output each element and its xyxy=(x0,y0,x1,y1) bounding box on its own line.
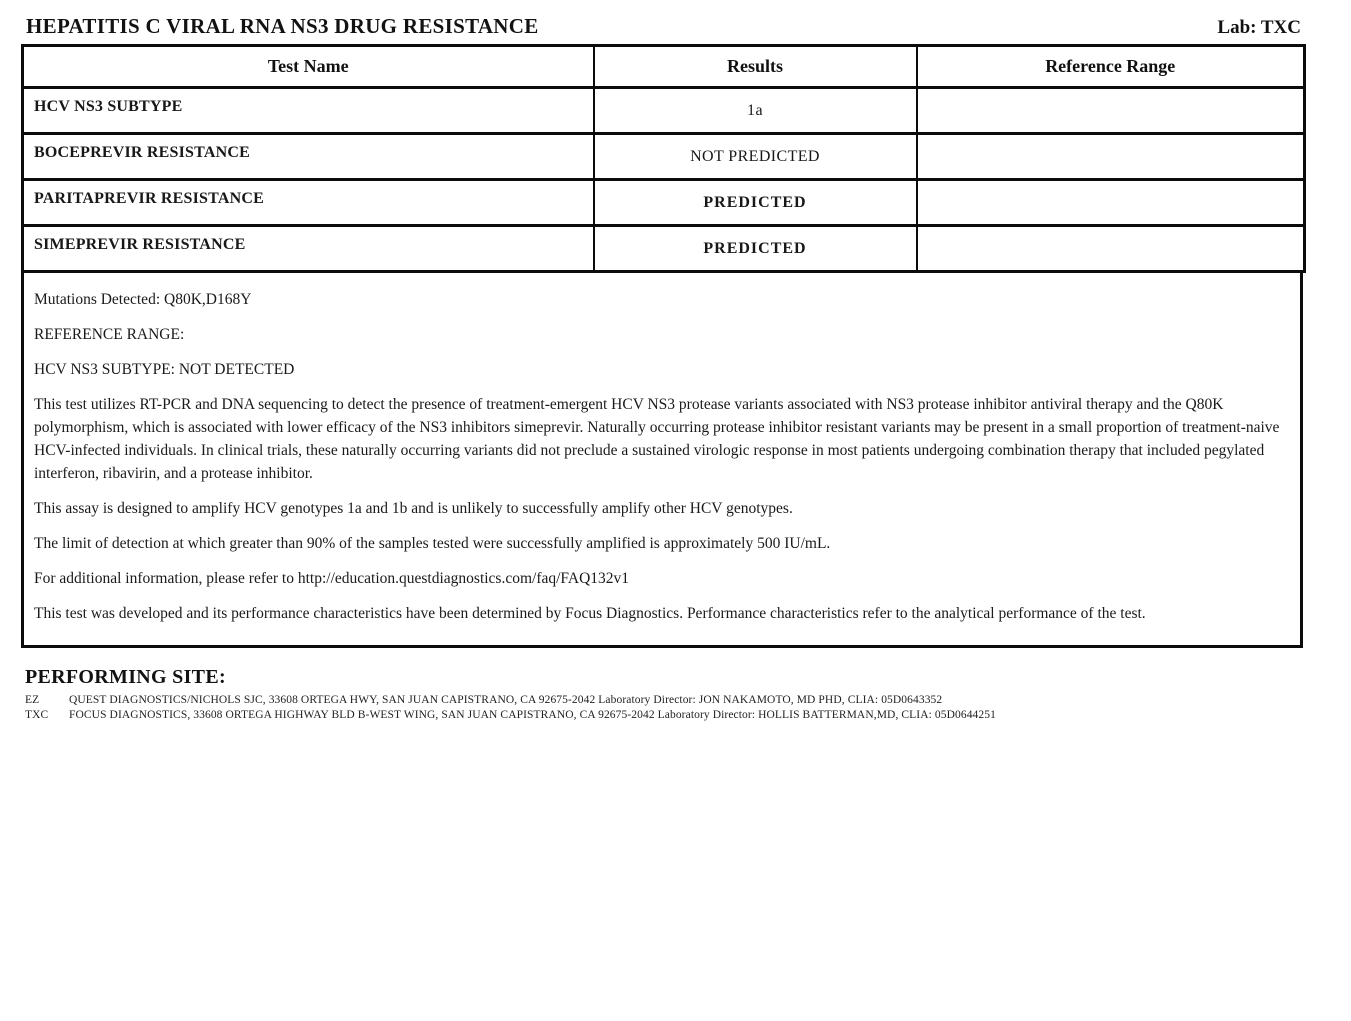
reference-range-cell xyxy=(917,226,1305,272)
report-title: HEPATITIS C VIRAL RNA NS3 DRUG RESISTANCE xyxy=(26,14,539,38)
result-cell: 1a xyxy=(594,88,917,134)
performing-site-section xyxy=(21,666,1303,722)
test-name-cell: BOCEPREVIR RESISTANCE xyxy=(23,134,594,180)
table-header-row xyxy=(23,46,1305,88)
notes-section xyxy=(21,273,1303,648)
report-header xyxy=(21,14,1303,39)
results-table xyxy=(21,44,1306,273)
reference-range-cell xyxy=(917,88,1305,134)
test-description-paragraph: This test utilizes RT-PCR and DNA sequencing to detect the presence of treatment-emergent HCV NS3 protease variants associated with NS3 protease inhibitor antiviral therapy and the Q80K polymorphism, which is associated with lower efficacy of the NS3 inhibitors simeprevir. Naturally occurring protease inhibitor resistant variants may be present in a small proportion of treatment-naive HCV-infected individuals. In clinical trials, these naturally occurring variants did not preclude a sustained virologic response in most patients undergoing combination therapy that included pegylated interferon, ribavirin, and a protease inhibitor. xyxy=(34,396,1280,482)
reference-range-cell xyxy=(917,134,1305,180)
table-row xyxy=(23,134,1305,180)
test-name-cell: PARITAPREVIR RESISTANCE xyxy=(23,180,594,226)
table-row xyxy=(23,88,1305,134)
additional-information-line: For additional information, please refer to http://education.questdiagnostics.com/faq/FAQ132v1 xyxy=(34,570,630,587)
lab-code-label: Lab: TXC xyxy=(1217,17,1301,38)
test-name-cell: HCV NS3 SUBTYPE xyxy=(23,88,594,134)
mutations-detected-line: Mutations Detected: Q80K,D168Y xyxy=(34,291,252,308)
result-cell: NOT PREDICTED xyxy=(594,134,917,180)
column-header-results: Results xyxy=(594,46,917,88)
table-row xyxy=(23,226,1305,272)
performing-site-heading: PERFORMING SITE: xyxy=(25,666,226,688)
site-details: QUEST DIAGNOSTICS/NICHOLS SJC, 33608 ORTEGA HWY, SAN JUAN CAPISTRANO, CA 92675-2042 Laboratory Director: JON NAKAMOTO, MD PHD, CLIA: 05D0643352 xyxy=(69,694,943,706)
performing-site-row xyxy=(25,693,1303,708)
limit-of-detection-line: The limit of detection at which greater than 90% of the samples tested were successfully amplified is approximately 500 IU/mL. xyxy=(34,535,831,552)
table-row xyxy=(23,180,1305,226)
test-name-cell: SIMEPREVIR RESISTANCE xyxy=(23,226,594,272)
performing-site-row xyxy=(25,708,1303,723)
site-code: TXC xyxy=(25,708,49,721)
site-code: EZ xyxy=(25,694,40,706)
reference-range-heading: REFERENCE RANGE: xyxy=(34,326,185,343)
subtype-reference-line: HCV NS3 SUBTYPE: NOT DETECTED xyxy=(34,361,295,378)
result-cell: PREDICTED xyxy=(594,226,917,272)
assay-design-line: This assay is designed to amplify HCV genotypes 1a and 1b and is unlikely to successfully amplify other HCV genotypes. xyxy=(34,500,793,517)
test-development-paragraph: This test was developed and its performance characteristics have been determined by Focus Diagnostics. Performance characteristics refer to the analytical performance of the test. xyxy=(34,605,1146,622)
column-header-reference-range: Reference Range xyxy=(917,46,1305,88)
column-header-test-name: Test Name xyxy=(23,46,594,88)
result-cell: PREDICTED xyxy=(594,180,917,226)
reference-range-cell xyxy=(917,180,1305,226)
site-details: FOCUS DIAGNOSTICS, 33608 ORTEGA HIGHWAY BLD B-WEST WING, SAN JUAN CAPISTRANO, CA 92675-2042 Laboratory Director: HOLLIS BATTERMAN,MD, CLIA: 05D0644251 xyxy=(69,708,996,721)
